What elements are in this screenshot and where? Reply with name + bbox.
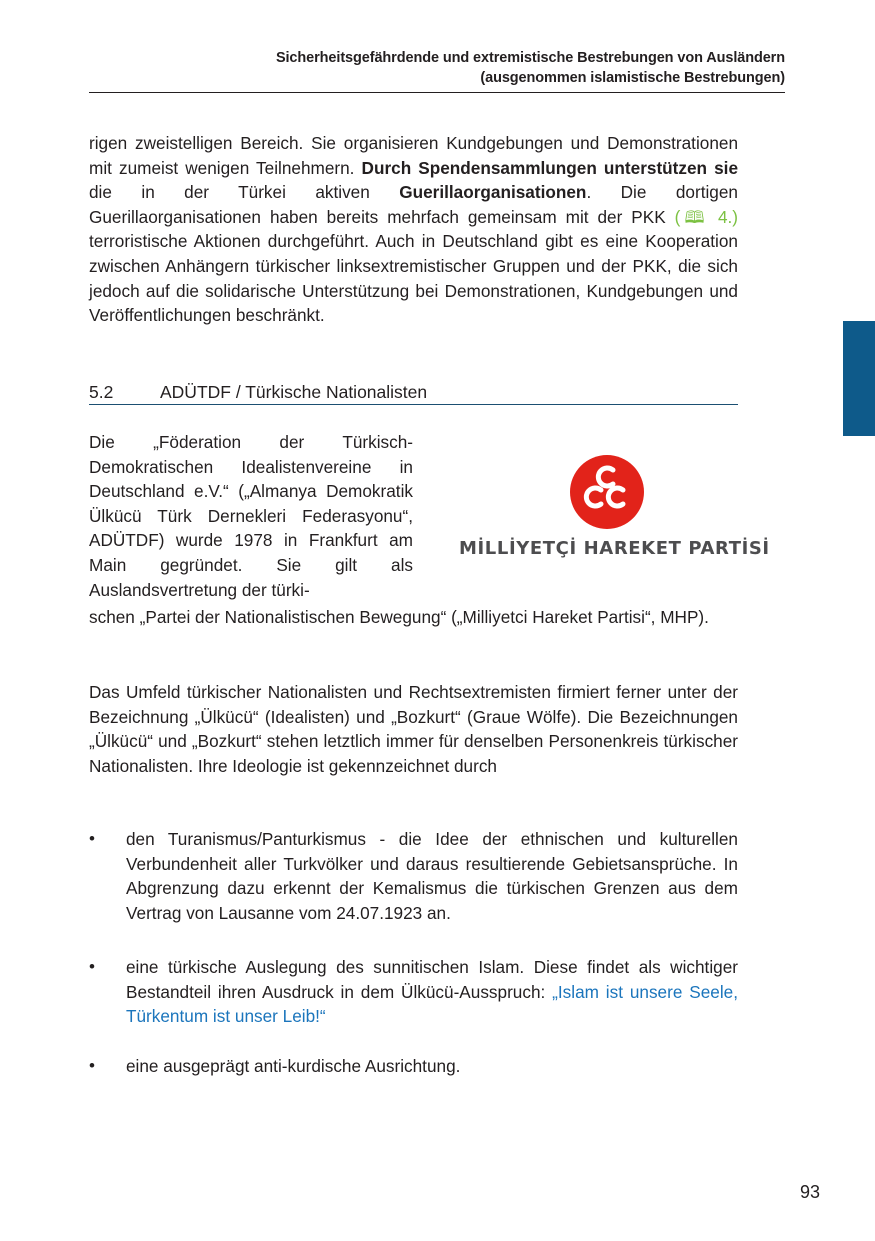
federation-paragraph: Die „Föderation der Türkisch-Demokratischen Idealistenvereine in Deutschland e.V.“ („Almanya Demokratik Ülkücü Türk Dernekleri Federasyonu“, ADÜTDF) wurde 1978 in Frankfurt am Main gegründet. Sie gilt als Auslandsvertretung der türki- [89, 432, 413, 600]
ulkucu-quote: „Islam ist unsere Seele, Türkentum ist unser Leib!“ [126, 981, 738, 1027]
intro-paragraph [89, 131, 738, 328]
intro-text-4: terroristische Aktionen durchgeführt. Auch in Deutschland gibt es eine Kooperation zwischen Anhängern türkischer linksextremistischer Gruppen und der PKK, die sich jedoch auf die solidarische Unterstützung bei Demonstrationen, Kundgebungen und Veröffentlichungen beschränkt. [89, 231, 738, 326]
bullet-item-islam [126, 955, 738, 1029]
cross-reference-link[interactable]: (🕮 4.) [674, 206, 738, 227]
running-header-line-2: (ausgenommen islamistische Bestrebungen) [480, 70, 785, 86]
page-number: 93 [799, 1182, 820, 1202]
intro-text-2: die in der Türkei aktiven [89, 182, 400, 203]
federation-paragraph-continued: schen „Partei der Nationalistischen Bewegung“ („Milliyetci Hareket Partisi“, MHP). [89, 607, 709, 627]
section-heading [89, 381, 738, 405]
section-number: 5.2 [89, 382, 114, 402]
intro-bold-1: Durch Spendensammlungen unterstützen sie [361, 157, 739, 178]
running-header [89, 48, 785, 93]
intro-text-3: . Die dortigen Guerillaorganisationen haben bereits mehrfach gemeinsam mit der PKK [89, 182, 738, 227]
mhp-logo-text: MİLLİYETÇİ HAREKET PARTİSİ [459, 538, 770, 559]
bullet-item-turanismus: den Turanismus/Panturkismus - die Idee der ethnischen und kulturellen Verbundenheit aller Turkvölker und daraus resultierende Gebietsansprüche. In Abgrenzung dazu erkennt der Kemalismus die türkischen Grenzen aus dem Vertrag von Lausanne vom 24.07.1923 an. [126, 829, 738, 923]
bullet-marker: • [89, 957, 95, 976]
section-title: ADÜTDF / Türkische Nationalisten [160, 382, 428, 402]
umfeld-paragraph: Das Umfeld türkischer Nationalisten und Rechtsextremisten firmiert ferner unter der Bezeichnung „Ülkücü“ (Idealisten) und „Bozkurt“ (Graue Wölfe). Die Bezeichnungen „Ülkücü“ und „Bozkurt“ stehen letztlich immer für denselben Personenkreis türkischer Nationalisten. Ihre Ideologie ist gekennzeichnet durch [89, 682, 738, 776]
intro-text-1: rigen zweistelligen Bereich. Sie organisieren Kundgebungen und Demonstrationen mit zumeist wenigen Teilnehmern. [89, 133, 738, 178]
bullet-islam-text: eine türkische Auslegung des sunnitischen Islam. Diese findet als wichtiger Bestandteil ihren Ausdruck in dem Ülkücü-Ausspruch: [126, 957, 738, 1002]
intro-bold-2: Guerillaorganisationen [399, 182, 587, 203]
running-header-line-1: Sicherheitsgefährdende und extremistische Bestrebungen von Ausländern [275, 50, 785, 66]
mhp-logo [459, 452, 770, 572]
mhp-crescents-emblem [459, 452, 759, 537]
bullet-item-anti-kurdish: eine ausgeprägt anti-kurdische Ausrichtung. [126, 1056, 461, 1076]
chapter-side-tab [843, 321, 875, 436]
bullet-marker: • [89, 1056, 95, 1075]
bullet-marker: • [89, 829, 95, 848]
